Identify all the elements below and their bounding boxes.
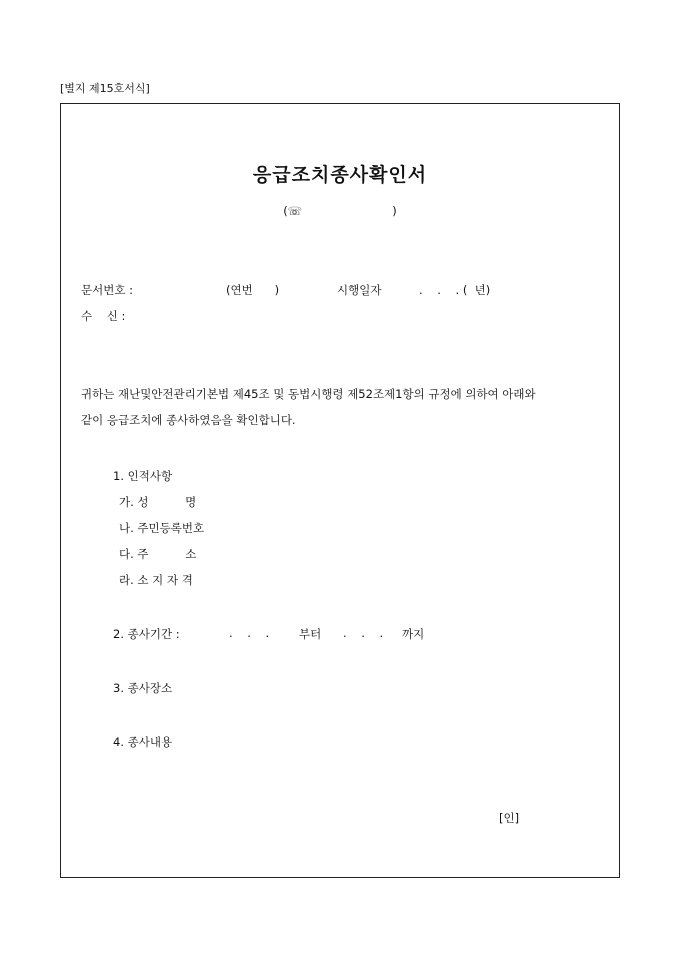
list-item: 가. 성 명 [119, 495, 197, 509]
form-frame [60, 103, 620, 878]
period-from-dots: . . . [229, 626, 270, 640]
period-to-label: 까지 [402, 627, 425, 641]
section-period-title: 2. 종사기간 : [113, 627, 180, 641]
section-personal-info-title: 1. 인적사항 [113, 469, 173, 483]
recipient-label: 수 신 : [81, 309, 126, 323]
phone-open-paren: ( [283, 204, 288, 218]
page-title: 응급조치종사확인서 [252, 164, 428, 186]
section-content-title: 4. 종사내용 [113, 735, 173, 749]
list-item: 라. 소 지 자 격 [119, 573, 193, 587]
phone-line [61, 204, 619, 218]
phone-icon: ☏ [287, 204, 303, 218]
doc-number-ext: (연번 ) [226, 283, 280, 297]
period-to-dots: . . . [343, 626, 384, 640]
confirmation-text-line1: 귀하는 재난및안전관리기본법 제45조 및 동법시행령 제52조제1항의 규정에 의하여 아래와 [81, 387, 536, 401]
issue-date-value: . . . ( 년) [419, 283, 491, 297]
phone-close-paren: ) [392, 204, 397, 218]
list-item: 다. 주 소 [119, 547, 197, 561]
seal-mark: [인] [499, 811, 520, 825]
confirmation-text-line2: 같이 응급조치에 종사하였음을 확인합니다. [81, 413, 296, 427]
section-place-title: 3. 종사장소 [113, 681, 173, 695]
issue-date-label: 시행일자 [337, 283, 382, 297]
period-from-label: 부터 [299, 627, 322, 641]
doc-number-label: 문서번호 : [81, 283, 133, 297]
list-item: 나. 주민등록번호 [119, 521, 205, 535]
form-number-label: [별지 제15호서식] [60, 82, 150, 95]
